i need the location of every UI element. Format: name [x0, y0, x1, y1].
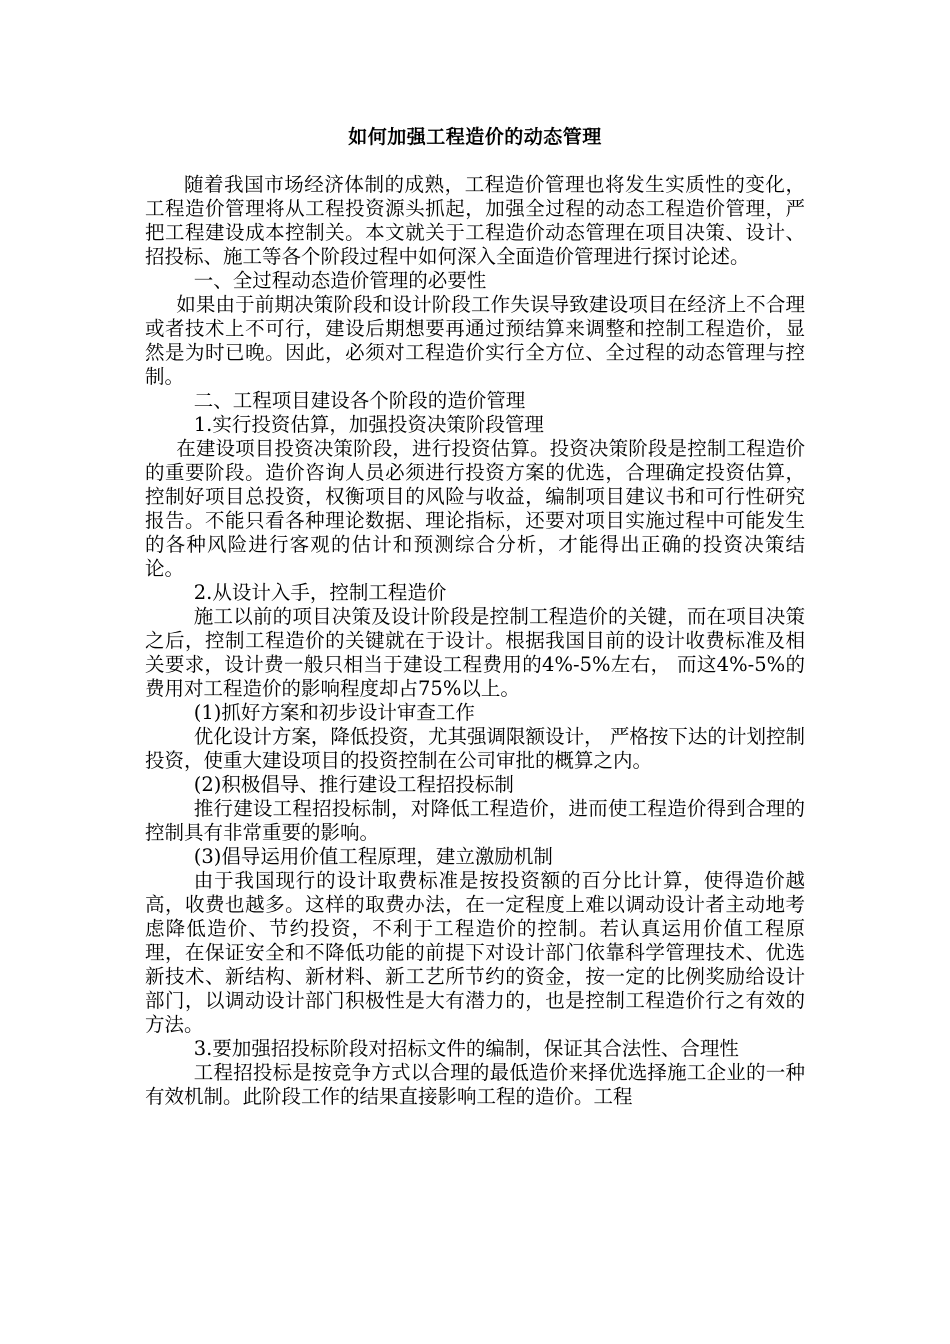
- paragraph: 工程招投标是按竞争方式以合理的最低造价来择优选择施工企业的一种有效机制。此阶段工作的结果直接影响工程的造价。工程: [145, 1061, 805, 1108]
- paragraph: 在建设项目投资决策阶段，进行投资估算。投资决策阶段是控制工程造价的重要阶段。造价咨询人员必须进行投资方案的优选，合理确定投资估算，控制好项目总投资，权衡项目的风险与收益，编制项目建议书和可行性研究报告。不能只看各种理论数据、理论指标，还要对项目实施过程中可能发生的各种风险进行客观的估计和预测综合分析，才能得出正确的投资决策结论。: [145, 437, 805, 580]
- paragraph: 由于我国现行的设计取费标准是按投资额的百分比计算，使得造价越高，收费也越多。这样的取费办法，在一定程度上难以调动设计者主动地考虑降低造价、节约投资，不利于工程造价的控制。若认真运用价值工程原理，在保证安全和不降低功能的前提下对设计部门依靠科学管理技术、优选新技术、新结构、新材料、新工艺所节约的资金，按一定的比例奖励给设计部门，以调动设计部门积极性是大有潜力的，也是控制工程造价行之有效的方法。: [145, 869, 805, 1036]
- paragraph: 施工以前的项目决策及设计阶段是控制工程造价的关键，而在项目决策之后，控制工程造价的关键就在于设计。根据我国目前的设计收费标准及相关要求，设计费一般只相当于建设工程费用的4%-5%左右， 而这4%-5%的费用对工程造价的影响程度却占75%以上。: [145, 605, 805, 700]
- paragraph: 优化设计方案，降低投资，尤其强调限额设计， 严格按下达的计划控制投资，使重大建设项目的投资控制在公司审批的概算之内。: [145, 725, 805, 772]
- section-heading: 二、工程项目建设各个阶段的造价管理: [193, 389, 526, 412]
- document-body: [145, 173, 805, 1109]
- paragraph: 随着我国市场经济体制的成熟，工程造价管理也将发生实质性的变化，工程造价管理将从工程投资源头抓起，加强全过程的动态工程造价管理，严把工程建设成本控制关。本文就关于工程造价动态管理在项目决策、设计、招投标、施工等各个阶段过程中如何深入全面造价管理进行探讨论述。: [145, 173, 805, 268]
- section-heading: 一、全过程动态造价管理的必要性: [193, 269, 487, 292]
- item-heading: (2)积极倡导、推行建设工程招投标制: [193, 773, 514, 796]
- subsection-heading: 3.要加强招投标阶段对招标文件的编制，保证其合法性、合理性: [193, 1037, 739, 1060]
- item-heading: (3)倡导运用价值工程原理，建立激励机制: [193, 845, 553, 868]
- item-heading: (1)抓好方案和初步设计审查工作: [193, 701, 475, 724]
- document-title: 如何加强工程造价的动态管理: [348, 126, 602, 148]
- paragraph: 推行建设工程招投标制，对降低工程造价，进而使工程造价得到合理的控制具有非常重要的影响。: [145, 797, 805, 844]
- paragraph: 如果由于前期决策阶段和设计阶段工作失误导致建设项目在经济上不合理或者技术上不可行，建设后期想要再通过预结算来调整和控制工程造价，显然是为时已晚。因此，必须对工程造价实行全方位、全过程的动态管理与控制。: [145, 293, 805, 388]
- subsection-heading: 1.实行投资估算，加强投资决策阶段管理: [193, 413, 544, 436]
- subsection-heading: 2.从设计入手，控制工程造价: [193, 581, 447, 604]
